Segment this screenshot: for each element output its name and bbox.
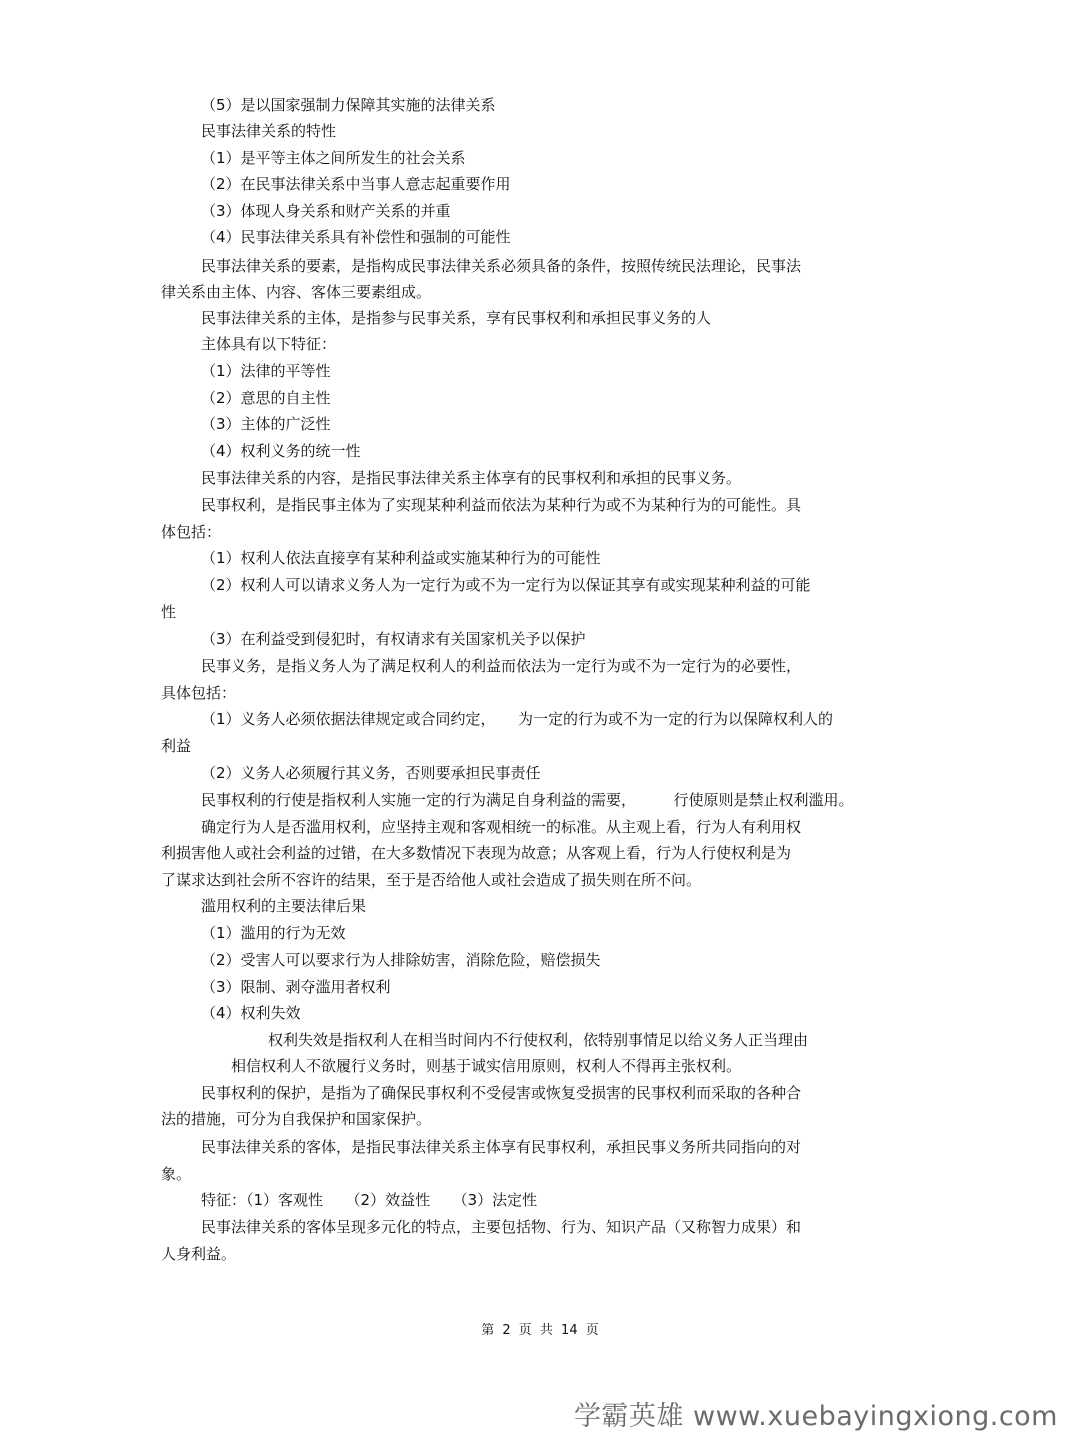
- text-line: 民事权利的保护，是指为了确保民事权利不受侵害或恢复受损害的民事权利而采取的各种合: [201, 1084, 802, 1102]
- text-line: 律关系由主体、内容、客体三要素组成。: [161, 283, 432, 301]
- text-line: （1）权利人依法直接享有某种利益或实施某种行为的可能性: [201, 549, 601, 567]
- text-line: （1）是平等主体之间所发生的社会关系: [201, 149, 466, 167]
- text-line: 了谋求达到社会所不容许的结果，至于是否给他人或社会造成了损失则在所不问。: [161, 871, 702, 889]
- text-line: （2）受害人可以要求行为人排除妨害，消除危险，赔偿损失: [201, 951, 601, 969]
- text-line: 滥用权利的主要法律后果: [201, 897, 367, 915]
- text-line: （4）民事法律关系具有补偿性和强制的可能性: [201, 228, 511, 246]
- text-line: 性: [161, 603, 177, 621]
- text-line: 相信权利人不欲履行义务时，则基于诚实信用原则，权利人不得再主张权利。: [231, 1057, 742, 1075]
- text-line: 民事法律关系的主体，是指参与民事关系，享有民事权利和承担民事义务的人: [201, 309, 712, 327]
- text-line: 人身利益。: [161, 1245, 237, 1263]
- text-line: （2）义务人必须履行其义务，否则要承担民事责任: [201, 764, 541, 782]
- text-line: （1）法律的平等性: [201, 362, 331, 380]
- text-line: （4）权利义务的统一性: [201, 442, 361, 460]
- text-line: 民事义务，是指义务人为了满足权利人的利益而依法为一定行为或不为一定行为的必要性，: [201, 657, 802, 675]
- text-line: 法的措施，可分为自我保护和国家保护。: [161, 1110, 432, 1128]
- text-line: 利损害他人或社会利益的过错，在大多数情况下表现为故意；从客观上看，行为人行使权利是为: [161, 844, 792, 862]
- text-line: 主体具有以下特征：: [201, 335, 337, 353]
- text-line: （5）是以国家强制力保障其实施的法律关系: [201, 96, 496, 114]
- page-number: 第 2 页 共 14 页: [481, 1323, 599, 1338]
- text-line: 利益: [161, 737, 192, 755]
- text-line: 民事法律关系的特性: [201, 122, 337, 140]
- text-line: （2）意思的自主性: [201, 389, 331, 407]
- text-line: 民事法律关系的内容，是指民事法律关系主体享有的民事权利和承担的民事义务。: [201, 469, 742, 487]
- text-line: 民事权利，是指民事主体为了实现某种利益而依法为某种行为或不为某种行为的可能性。具: [201, 496, 802, 514]
- text-line: （3）主体的广泛性: [201, 415, 331, 433]
- text-line: 民事权利的行使是指权利人实施一定的行为满足自身利益的需要， 行使原则是禁止权利滥用。: [201, 791, 854, 809]
- text-line: 民事法律关系的客体呈现多元化的特点，主要包括物、行为、知识产品（又称智力成果）和: [201, 1218, 802, 1236]
- text-line: 特征：（1）客观性 （2）效益性 （3）法定性: [201, 1191, 538, 1209]
- text-line: 民事法律关系的客体，是指民事法律关系主体享有民事权利，承担民事义务所共同指向的对: [201, 1138, 802, 1156]
- text-line: （3）体现人身关系和财产关系的并重: [201, 202, 451, 220]
- text-line: （3）限制、剥夺滥用者权利: [201, 978, 391, 996]
- text-line: （3）在利益受到侵犯时，有权请求有关国家机关予以保护: [201, 630, 586, 648]
- text-line: 具体包括：: [161, 684, 237, 702]
- text-line: 体包括：: [161, 523, 222, 541]
- text-line: 民事法律关系的要素，是指构成民事法律关系必须具备的条件，按照传统民法理论，民事法: [201, 257, 802, 275]
- site-watermark: 学霸英雄 www.xuebayingxiong.com: [573, 1401, 1058, 1432]
- text-line: （1）滥用的行为无效: [201, 924, 346, 942]
- text-line: （4）权利失效: [201, 1004, 301, 1022]
- text-line: （2）在民事法律关系中当事人意志起重要作用: [201, 175, 511, 193]
- text-line: 确定行为人是否滥用权利，应坚持主观和客观相统一的标准。从主观上看，行为人有利用权: [201, 818, 802, 836]
- text-line: 权利失效是指权利人在相当时间内不行使权利，依特别事情足以给义务人正当理由: [268, 1031, 809, 1049]
- text-line: （1）义务人必须依据法律规定或合同约定， 为一定的行为或不为一定的行为以保障权利人的: [201, 710, 834, 728]
- text-line: 象。: [161, 1165, 192, 1183]
- text-line: （2）权利人可以请求义务人为一定行为或不为一定行为以保证其享有或实现某种利益的可能: [201, 576, 811, 594]
